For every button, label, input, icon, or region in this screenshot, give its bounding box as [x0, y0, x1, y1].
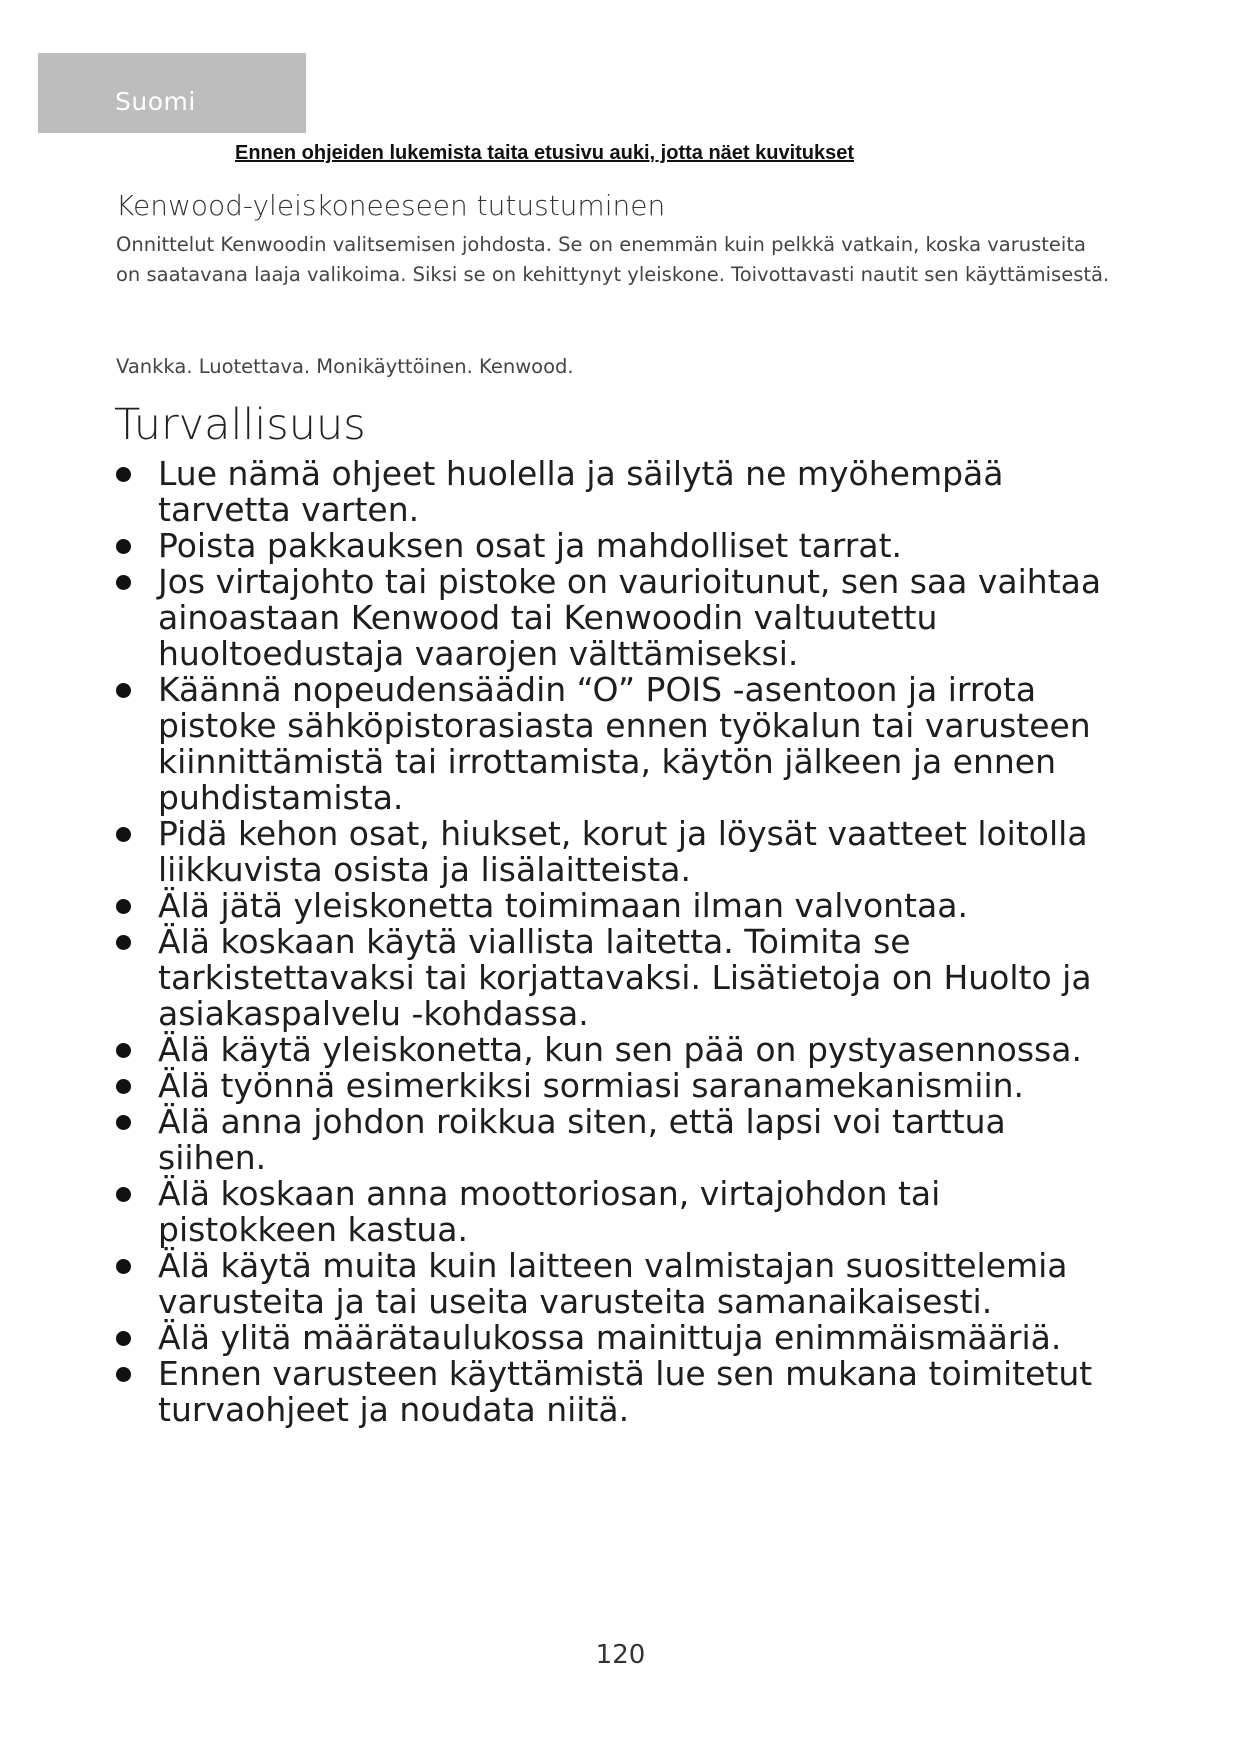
bullet-icon [116, 1331, 131, 1346]
safety-item-text: Poista pakkauksen osat ja mahdolliset tarrat. [158, 526, 903, 565]
bullet-icon [116, 899, 131, 914]
safety-item [116, 672, 1116, 816]
intro-paragraph: Onnittelut Kenwoodin valitsemisen johdosta. Se on enemmän kuin pelkkä vatkain, koska varusteita on saatavana laaja valikoima. Siksi se on kehittynyt yleiskone. Toivottavasti nautit sen käyttämisestä. [116, 233, 1110, 286]
bullet-icon [116, 467, 131, 482]
intro-heading: Kenwood-yleiskoneeseen tutustuminen [116, 189, 666, 222]
bullet-icon [116, 827, 131, 842]
safety-item-text: Älä työnnä esimerkiksi sormiasi saranamekanismiin. [158, 1066, 1025, 1105]
language-tab [38, 53, 306, 133]
safety-item [116, 1248, 1116, 1320]
safety-item-text: Älä anna johdon roikkua siten, että lapsi voi tarttua siihen. [158, 1102, 1006, 1177]
bullet-icon [116, 1259, 131, 1274]
safety-item-text: Älä jätä yleiskonetta toimimaan ilman valvontaa. [158, 886, 968, 925]
safety-item [116, 1320, 1116, 1356]
safety-item [116, 528, 1116, 564]
safety-item [116, 816, 1116, 888]
safety-item-text: Jos virtajohto tai pistoke on vaurioitunut, sen saa vaihtaa ainoastaan Kenwood tai Kenwoodin valtuutettu huoltoedustaja vaarojen välttämiseksi. [158, 562, 1102, 673]
safety-item [116, 888, 1116, 924]
bullet-icon [116, 1367, 131, 1382]
safety-item [116, 1068, 1116, 1104]
safety-item [116, 456, 1116, 528]
bullet-icon [116, 1115, 131, 1130]
safety-item [116, 1032, 1116, 1068]
safety-item-text: Älä koskaan anna moottoriosan, virtajohdon tai pistokkeen kastua. [158, 1174, 941, 1249]
language-label: Suomi [115, 87, 196, 116]
safety-item-text: Älä ylitä määrätaulukossa mainittuja enimmäismääriä. [158, 1318, 1062, 1357]
safety-item [116, 924, 1116, 1032]
safety-item-text: Älä koskaan käytä viallista laitetta. Toimita se tarkistettavaksi tai korjattavaksi. Lisätietoja on Huolto ja asiakaspalvelu -kohdassa. [158, 922, 1092, 1033]
bullet-icon [116, 1079, 131, 1094]
page-number: 120 [595, 1640, 646, 1670]
bullet-icon [116, 539, 131, 554]
safety-item-text: Pidä kehon osat, hiukset, korut ja löysät vaatteet loitolla liikkuvista osista ja lisälaitteista. [158, 814, 1088, 889]
brand-tagline: Vankka. Luotettava. Monikäyttöinen. Kenwood. [116, 355, 574, 378]
bullet-icon [116, 575, 131, 590]
safety-item-text: Älä käytä yleiskonetta, kun sen pää on pystyasennossa. [158, 1030, 1082, 1069]
section-title-safety: Turvallisuus [114, 400, 366, 450]
safety-item [116, 1176, 1116, 1248]
bullet-icon [116, 1043, 131, 1058]
safety-item [116, 1356, 1116, 1428]
safety-item-text: Käännä nopeudensäädin “O” POIS -asentoon ja irrota pistoke sähköpistorasiasta ennen työkalun tai varusteen kiinnittämistä tai irrottamista, käytön jälkeen ja ennen puhdistamista. [158, 670, 1091, 817]
fold-out-notice: Ennen ohjeiden lukemista taita etusivu auki, jotta näet kuvitukset [235, 142, 855, 164]
safety-item [116, 1104, 1116, 1176]
safety-list [116, 456, 1116, 1428]
safety-item [116, 564, 1116, 672]
safety-item-text: Ennen varusteen käyttämistä lue sen mukana toimitetut turvaohjeet ja noudata niitä. [158, 1354, 1093, 1429]
bullet-icon [116, 1187, 131, 1202]
bullet-icon [116, 935, 131, 950]
safety-item-text: Lue nämä ohjeet huolella ja säilytä ne myöhempää tarvetta varten. [158, 454, 1004, 529]
bullet-icon [116, 683, 131, 698]
safety-item-text: Älä käytä muita kuin laitteen valmistajan suosittelemia varusteita ja tai useita varusteita samanaikaisesti. [158, 1246, 1068, 1321]
